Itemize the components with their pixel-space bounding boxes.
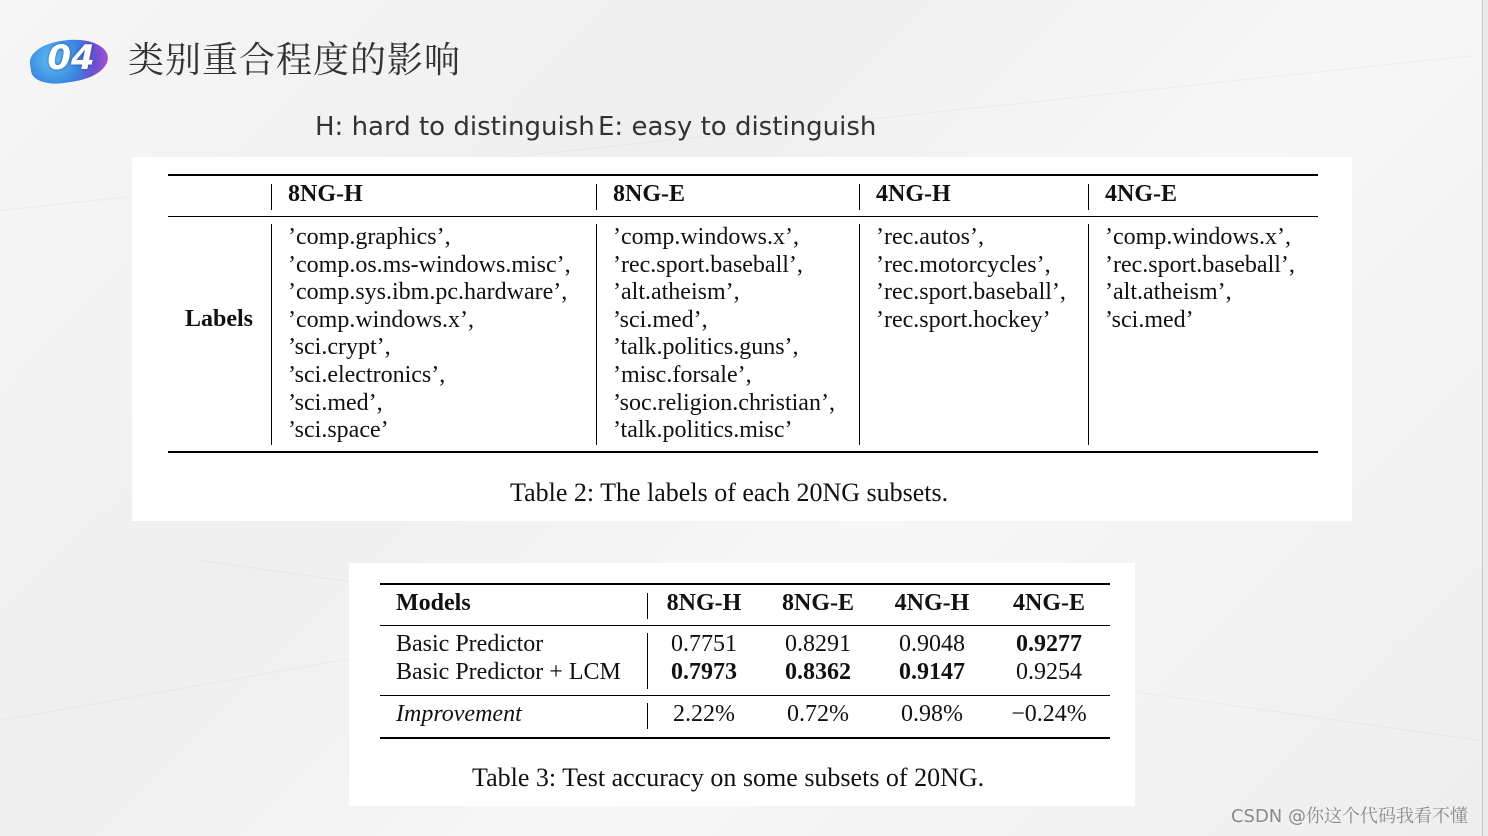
header-4ng-e: 4NG-E (1105, 181, 1177, 207)
label-item: ’alt.atheism’, (1105, 279, 1232, 306)
column-divider (271, 224, 272, 445)
label-item: ’misc.forsale’, (613, 361, 752, 388)
table2-panel (132, 157, 1352, 521)
table-mid-rule (380, 695, 1110, 696)
labels-8ng-e (613, 224, 835, 445)
accuracy-value-best: 0.7973 (671, 659, 737, 685)
column-divider (859, 224, 860, 445)
label-item: ’rec.sport.baseball’, (1105, 251, 1295, 278)
label-item: ’soc.religion.christian’, (613, 389, 835, 416)
label-item: ’sci.crypt’, (288, 334, 391, 361)
label-item: ’sci.med’ (1105, 306, 1194, 333)
table-top-rule (168, 174, 1318, 176)
model-name: Basic Predictor + LCM (396, 659, 621, 685)
label-item: ’rec.sport.hockey’ (876, 306, 1051, 333)
table3-panel (349, 563, 1135, 806)
improvement-label: Improvement (396, 701, 522, 727)
table-bottom-rule (168, 451, 1318, 453)
accuracy-value: 0.7751 (671, 631, 737, 657)
improvement-value: −0.24% (1011, 701, 1087, 727)
accuracy-value: 0.8291 (785, 631, 851, 657)
label-item: ’sci.space’ (288, 417, 389, 444)
column-divider (596, 224, 597, 445)
row-label: Labels (185, 306, 254, 332)
label-item: ’rec.sport.baseball’, (876, 279, 1066, 306)
accuracy-value: 0.9254 (1016, 659, 1082, 685)
column-divider (647, 703, 648, 729)
watermark: CSDN @你这个代码我看不懂 (1230, 806, 1468, 827)
label-item: ’comp.windows.x’, (613, 224, 799, 250)
label-item: ’rec.sport.baseball’, (613, 251, 803, 278)
table-header-rule (380, 625, 1110, 626)
model-name: Basic Predictor (396, 631, 544, 657)
label-item: ’sci.med’, (613, 306, 708, 333)
column-divider (859, 184, 860, 210)
improvement-value: 2.22% (673, 701, 735, 727)
column-divider (271, 184, 272, 210)
header-models: Models (396, 590, 471, 616)
header-8ng-e: 8NG-E (613, 181, 685, 207)
label-item: ’alt.atheism’, (613, 279, 740, 306)
header-8ng-h: 8NG-H (666, 590, 742, 616)
column-divider (1088, 184, 1089, 210)
accuracy-value-best: 0.9277 (1016, 631, 1082, 657)
improvement-value: 0.72% (787, 701, 849, 727)
header-4ng-h: 4NG-H (894, 590, 970, 616)
column-divider (647, 633, 648, 689)
label-item: ’talk.politics.misc’ (613, 417, 793, 444)
accuracy-value-best: 0.8362 (785, 659, 851, 685)
column-divider (647, 593, 648, 619)
header-8ng-h: 8NG-H (288, 181, 363, 207)
improvement-value: 0.98% (901, 701, 963, 727)
label-item: ’comp.os.ms-windows.misc’, (288, 251, 571, 278)
table-top-rule (380, 583, 1110, 585)
table3-caption: Table 3: Test accuracy on some subsets of 20NG. (472, 763, 985, 792)
labels-4ng-e (1105, 224, 1295, 334)
legend-hard: H: hard to distinguish (315, 112, 595, 142)
section-number: 04 (47, 38, 95, 78)
label-item: ’comp.graphics’, (288, 224, 451, 250)
labels-8ng-h (288, 224, 571, 445)
label-item: ’sci.electronics’, (288, 361, 446, 388)
slide-title: 类别重合程度的影响 (128, 40, 462, 81)
label-item: ’comp.sys.ibm.pc.hardware’, (288, 279, 568, 306)
legend-easy: E: easy to distinguish (598, 112, 877, 142)
accuracy-value-best: 0.9147 (899, 659, 965, 685)
label-item: ’talk.politics.guns’, (613, 334, 799, 361)
header-8ng-e: 8NG-E (782, 590, 854, 616)
label-item: ’comp.windows.x’, (288, 306, 474, 333)
table-bottom-rule (380, 737, 1110, 739)
label-item: ’rec.autos’, (876, 224, 984, 250)
table-header-rule (168, 216, 1318, 217)
label-item: ’rec.motorcycles’, (876, 251, 1051, 278)
header-4ng-h: 4NG-H (876, 181, 951, 207)
labels-4ng-h (876, 224, 1066, 334)
label-item: ’comp.windows.x’, (1105, 224, 1291, 250)
column-divider (1088, 224, 1089, 445)
column-divider (596, 184, 597, 210)
accuracy-value: 0.9048 (899, 631, 965, 657)
table2-caption: Table 2: The labels of each 20NG subsets. (510, 478, 949, 507)
header-4ng-e: 4NG-E (1013, 590, 1085, 616)
section-badge (26, 34, 112, 88)
label-item: ’sci.med’, (288, 389, 383, 416)
